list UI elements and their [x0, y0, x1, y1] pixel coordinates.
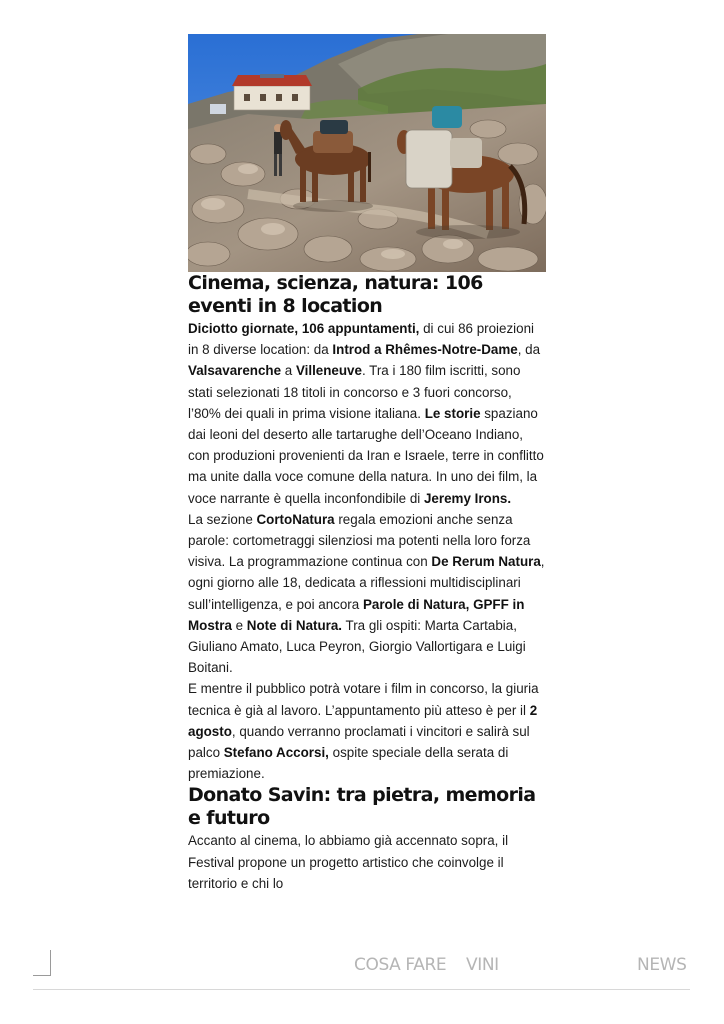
- text: . Tra i 180 film iscritti, sono stati selezionati 18 titoli in concorso e 3 fuori concorso, l’80% dei quali in prima visione italiana.: [188, 363, 521, 421]
- text: a: [281, 363, 296, 379]
- bold-text: Villeneuve: [295, 363, 362, 379]
- bold-text: 2 agosto: [188, 702, 538, 739]
- paragraph-cortonatura: [188, 509, 546, 679]
- hero-image: [188, 34, 546, 272]
- text: E mentre il pubblico potrà votare i film in concorso, la giuria tecnica è già al lavoro. L’appuntamento più atteso è per il: [188, 681, 539, 718]
- bold-text: Le storie: [424, 405, 481, 421]
- bold-text: Stefano Accorsi,: [223, 745, 329, 761]
- bold-text: Introd a Rhêmes-Notre-Dame: [332, 342, 518, 358]
- paragraph-festival-progetto: [188, 830, 546, 894]
- text: regala emozioni anche senza parole: cortometraggi silenziosi ma potenti nella loro forza visiva. La programmazione continua con: [188, 511, 531, 570]
- text: e: [231, 617, 247, 633]
- bold-text: Jeremy Irons.: [423, 490, 512, 506]
- bold-text: Parole di Natura, GPFF in Mostra: [188, 596, 525, 633]
- menu-box-icon[interactable]: [33, 950, 51, 976]
- bold-text: Diciotto giornate, 106 appuntamenti,: [188, 321, 420, 336]
- bold-text: Note di Natura.: [246, 617, 343, 633]
- text: Accanto al cinema, lo abbiamo già accennato sopra, il Festival propone un progetto artistico che coinvolge il territorio e chi lo: [188, 833, 509, 891]
- section-title-donato-savin: Donato Savin: tra pietra, memoria e futuro: [188, 784, 536, 830]
- article: [188, 34, 546, 894]
- text: , ogni giorno alle 18, dedicata a riflessioni multidisciplinari sull’intelligenza, e poi ancora: [188, 554, 545, 612]
- text: , da: [517, 342, 541, 358]
- bold-text: Valsavarenche: [188, 363, 282, 379]
- bold-text: De Rerum Natura: [431, 554, 541, 570]
- nav-divider: [33, 989, 690, 990]
- text: spaziano dai leoni del deserto alle tartarughe dell’Oceano Indiano, con produzioni provenienti da Iran e Israele, terre in conflitto ma unite dalla voce comune della natura. In uno dei film, la voce narrante è quella inconfondibile di: [188, 405, 544, 506]
- paragraph-programma: [188, 318, 546, 509]
- text: di cui 86 proiezioni in 8 diverse location: da: [188, 321, 535, 358]
- text: , quando verranno proclamati i vincitori e salirà sul palco: [188, 723, 530, 761]
- nav-link-vini[interactable]: VINI: [466, 955, 499, 975]
- paragraph-premiazione: [188, 678, 546, 784]
- bold-text: CortoNatura: [256, 511, 335, 527]
- section-title-cinema: Cinema, scienza, natura: 106 eventi in 8 location: [188, 272, 483, 317]
- text: ospite speciale della serata di premiazione.: [188, 745, 509, 782]
- nav-link-news[interactable]: NEWS: [637, 955, 687, 975]
- text: La sezione: [188, 511, 257, 527]
- nav-link-cosa-fare[interactable]: COSA FARE: [354, 955, 447, 975]
- text: Tra gli ospiti: Marta Cartabia, Giuliano Amato, Luca Peyron, Giorgio Vallortigara e Luigi Boitani.: [188, 617, 526, 676]
